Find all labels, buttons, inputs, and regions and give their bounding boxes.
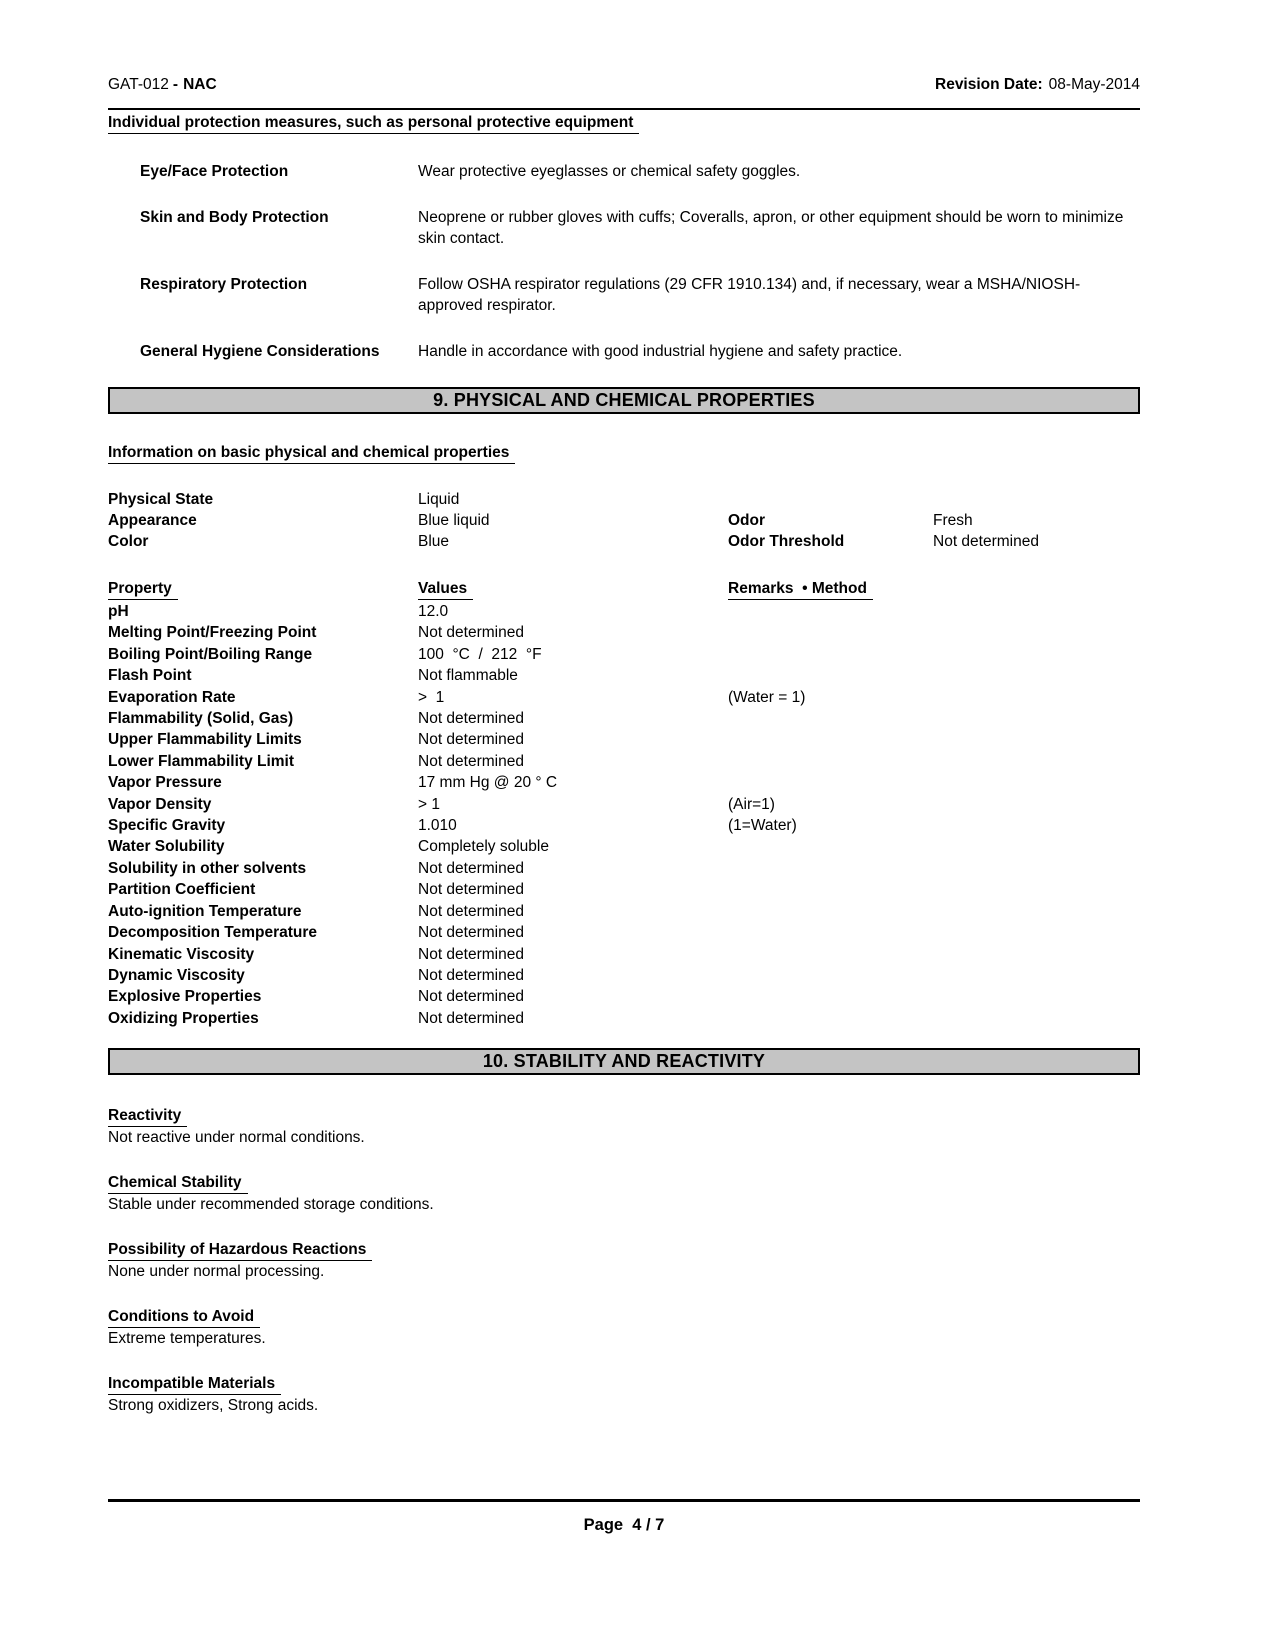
state-label-2: Odor [728, 512, 766, 529]
property-row [108, 944, 1140, 965]
property-row [108, 687, 1140, 708]
property-name: Boiling Point/Boiling Range [108, 645, 313, 663]
page-content [108, 0, 1140, 1440]
state-value-2: Fresh [933, 512, 973, 529]
physical-state-row [108, 531, 1140, 552]
section-10-header-bar [108, 1048, 1140, 1075]
subsection-heading-wrap [108, 1373, 1140, 1395]
subsection [108, 1172, 1140, 1215]
state-value: Blue liquid [418, 512, 490, 529]
header-divider [108, 108, 1140, 110]
property-name: Dynamic Viscosity [108, 966, 245, 984]
property-row [108, 1008, 1140, 1029]
ppe-row [140, 274, 1140, 316]
ppe-row [140, 207, 1140, 249]
ppe-row-text: Wear protective eyeglasses or chemical safety goggles. [418, 163, 801, 180]
property-value: Not determined [418, 881, 524, 899]
document-header [108, 76, 1140, 94]
subsection-heading-wrap [108, 1239, 1140, 1261]
state-label: Color [108, 533, 149, 550]
property-remark [728, 1008, 1140, 1029]
property-row [108, 729, 1140, 750]
property-name: Vapor Pressure [108, 774, 222, 792]
property-row [108, 986, 1140, 1007]
property-remark [728, 858, 1140, 879]
property-name: Upper Flammability Limits [108, 731, 302, 749]
property-value: Not determined [418, 988, 524, 1006]
property-value: 1.010 [418, 817, 457, 835]
property-remark [728, 601, 1140, 622]
subsection-heading: Chemical Stability [108, 1173, 248, 1194]
property-remark [728, 922, 1140, 943]
property-table-header [108, 578, 1140, 600]
property-value: Completely soluble [418, 838, 549, 856]
state-label: Physical State [108, 491, 214, 508]
property-value: > 1 [418, 795, 440, 813]
document-id-group [108, 76, 217, 94]
property-remark [728, 772, 1140, 793]
property-value: Not determined [418, 945, 524, 963]
property-value: Not determined [418, 752, 524, 770]
page-footer [108, 1499, 1140, 1535]
property-name: Decomposition Temperature [108, 924, 318, 942]
ppe-row-label: Skin and Body Protection [140, 209, 329, 226]
subsection-heading-wrap [108, 1105, 1140, 1127]
property-remark [728, 879, 1140, 900]
property-remark [728, 836, 1140, 857]
info-heading: Information on basic physical and chemical properties [108, 443, 515, 464]
property-name: Vapor Density [108, 795, 212, 813]
subsection [108, 1373, 1140, 1416]
property-value: 17 mm Hg @ 20 ° C [418, 774, 558, 792]
property-name: Auto-ignition Temperature [108, 902, 302, 920]
ppe-section-heading: Individual protection measures, such as personal protective equipment [108, 113, 639, 134]
property-row [108, 965, 1140, 986]
property-row [108, 858, 1140, 879]
section-10-title: 10. STABILITY AND REACTIVITY [482, 1051, 766, 1072]
property-name: Flash Point [108, 667, 192, 685]
document-id: GAT-012 [108, 76, 169, 93]
subsection-text: Strong oxidizers, Strong acids. [108, 1397, 319, 1415]
property-table-rows [108, 601, 1140, 1029]
property-value: Not determined [418, 624, 524, 642]
subsection-text: None under normal processing. [108, 1263, 325, 1281]
ppe-row [140, 161, 1140, 182]
ppe-row-label: Respiratory Protection [140, 276, 308, 293]
state-value-2: Not determined [933, 533, 1039, 550]
property-name: Melting Point/Freezing Point [108, 624, 317, 642]
subsection [108, 1105, 1140, 1148]
ppe-row-text: Neoprene or rubber gloves with cuffs; Coveralls, apron, or other equipment should be worn to minimize skin contact. [418, 209, 1124, 247]
property-value: Not determined [418, 924, 524, 942]
property-row [108, 794, 1140, 815]
property-value: > 1 [418, 688, 445, 706]
property-row [108, 836, 1140, 857]
property-name: Water Solubility [108, 838, 225, 856]
property-remark [728, 751, 1140, 772]
revision-date-label: Revision Date: [935, 76, 1043, 93]
property-name: Lower Flammability Limit [108, 752, 295, 770]
stability-subsections [108, 1105, 1140, 1416]
property-remark [728, 644, 1140, 665]
subsection-text: Stable under recommended storage conditions. [108, 1196, 434, 1214]
subsection-text: Not reactive under normal conditions. [108, 1129, 365, 1147]
property-remark [728, 944, 1140, 965]
state-label-2 [728, 489, 933, 510]
property-value: Not determined [418, 1009, 524, 1027]
property-value: Not determined [418, 859, 524, 877]
revision-date-value: 08-May-2014 [1048, 76, 1140, 93]
property-name: Flammability (Solid, Gas) [108, 710, 294, 728]
ppe-row-label: General Hygiene Considerations [140, 343, 380, 360]
property-row [108, 751, 1140, 772]
property-remark [728, 901, 1140, 922]
subsection-heading: Incompatible Materials [108, 1374, 281, 1395]
subsection-text: Extreme temperatures. [108, 1330, 266, 1348]
ppe-row-label: Eye/Face Protection [140, 163, 289, 180]
property-name: Partition Coefficient [108, 881, 256, 899]
column-header-remarks: Remarks • Method [728, 578, 1140, 600]
property-name: Solubility in other solvents [108, 859, 307, 877]
state-value: Blue [418, 533, 450, 550]
state-value-2 [933, 489, 1140, 510]
section-9-header-bar [108, 387, 1140, 414]
property-name: Kinematic Viscosity [108, 945, 255, 963]
property-name: Specific Gravity [108, 817, 226, 835]
state-label: Appearance [108, 512, 197, 529]
ppe-rows [108, 161, 1140, 362]
property-remark: (1=Water) [728, 817, 797, 835]
column-header-property: Property [108, 578, 418, 600]
revision-date-group [935, 76, 1140, 94]
property-row [108, 772, 1140, 793]
property-value: Not determined [418, 966, 524, 984]
property-remark [728, 986, 1140, 1007]
property-remark [728, 965, 1140, 986]
property-remark: (Air=1) [728, 795, 775, 813]
property-remark [728, 708, 1140, 729]
property-remark [728, 665, 1140, 686]
property-name: Explosive Properties [108, 988, 262, 1006]
property-value: Not flammable [418, 667, 518, 685]
property-value: Not determined [418, 731, 524, 749]
property-value: 12.0 [418, 603, 449, 620]
property-name: Evaporation Rate [108, 688, 236, 706]
ppe-row [140, 341, 1140, 362]
property-row [108, 665, 1140, 686]
subsection [108, 1306, 1140, 1349]
property-row [108, 922, 1140, 943]
product-code: NAC [183, 76, 217, 93]
property-row [108, 901, 1140, 922]
subsection-heading: Possibility of Hazardous Reactions [108, 1240, 372, 1261]
subsection-heading-wrap [108, 1306, 1140, 1328]
page-number-label: Page 4 / 7 [583, 1516, 665, 1534]
property-remark: (Water = 1) [728, 688, 806, 706]
document-id-separator: - [172, 76, 179, 93]
property-row [108, 708, 1140, 729]
property-row [108, 879, 1140, 900]
property-value: Not determined [418, 710, 524, 728]
ppe-section-heading-wrap [108, 113, 1140, 134]
column-header-values: Values [418, 578, 728, 600]
subsection-heading: Conditions to Avoid [108, 1307, 260, 1328]
state-label-2: Odor Threshold [728, 533, 845, 550]
section-9-title: 9. PHYSICAL AND CHEMICAL PROPERTIES [433, 390, 815, 410]
property-name: pH [108, 603, 129, 620]
property-row [108, 622, 1140, 643]
ppe-row-text: Handle in accordance with good industrial hygiene and safety practice. [418, 343, 903, 360]
info-heading-wrap [108, 443, 1140, 464]
property-row [108, 815, 1140, 836]
property-row [108, 644, 1140, 665]
physical-state-row [108, 510, 1140, 531]
state-value: Liquid [418, 491, 460, 508]
property-remark [728, 729, 1140, 750]
property-value: 100 °C / 212 °F [418, 645, 542, 663]
subsection-heading-wrap [108, 1172, 1140, 1194]
physical-state-table [108, 489, 1140, 552]
property-row [108, 601, 1140, 622]
ppe-row-text: Follow OSHA respirator regulations (29 CFR 1910.134) and, if necessary, wear a MSHA/NIOSH-approved respirator. [418, 276, 1081, 314]
subsection-heading: Reactivity [108, 1106, 187, 1127]
subsection [108, 1239, 1140, 1282]
property-name: Oxidizing Properties [108, 1009, 259, 1027]
property-remark [728, 622, 1140, 643]
physical-state-row [108, 489, 1140, 510]
property-value: Not determined [418, 902, 524, 920]
